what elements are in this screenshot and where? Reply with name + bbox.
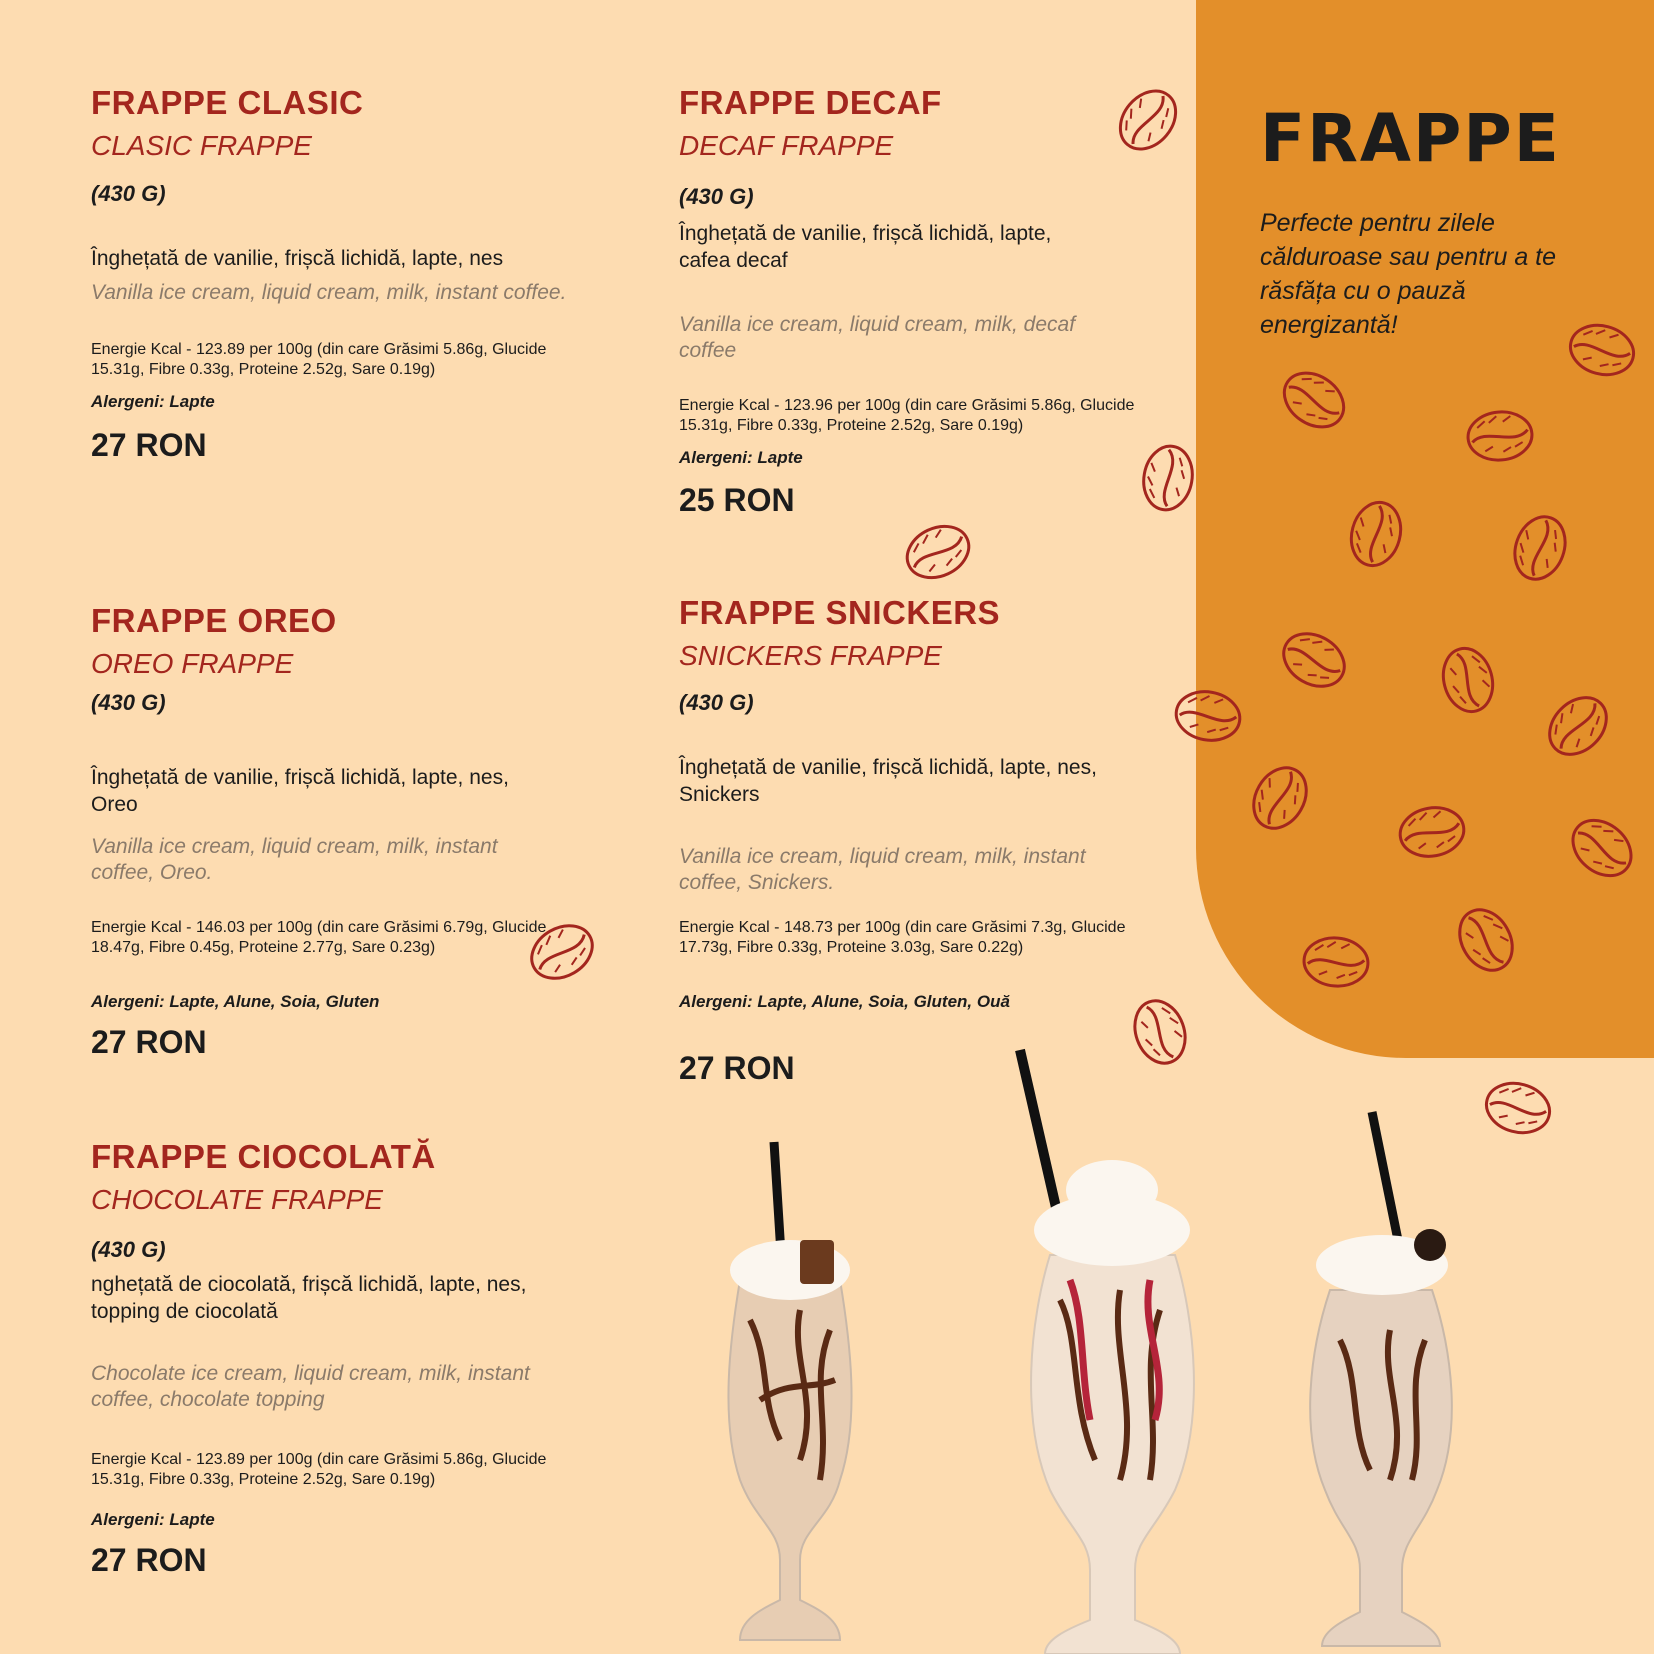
item-title: FRAPPE DECAF xyxy=(679,84,942,121)
item-ingredients-en: Vanilla ice cream, liquid cream, milk, decaf coffee xyxy=(679,313,1076,362)
coffee-bean-icon xyxy=(1538,686,1618,766)
frappe-glass-right xyxy=(1310,1112,1452,1646)
item-ingredients-ro: Înghețată de vanilie, frișcă lichidă, lapte, cafea decaf xyxy=(679,222,1052,272)
item-price: 27 RON xyxy=(679,1050,795,1086)
item-ingredients-en: Vanilla ice cream, liquid cream, milk, instant coffee. xyxy=(91,281,567,304)
coffee-bean-icon xyxy=(522,912,602,992)
item-title: FRAPPE SNICKERS xyxy=(679,594,1001,631)
item-ingredients-en: Vanilla ice cream, liquid cream, milk, instant coffee, Snickers. xyxy=(679,845,1086,894)
item-nutrition: Energie Kcal - 146.03 per 100g (din care Grăsimi 6.79g, Glucide 18.47g, Fibre 0.45g, Proteine 2.77g, Sare 0.23g) xyxy=(91,919,547,956)
coffee-bean-icon xyxy=(1168,676,1248,756)
coffee-bean-icon xyxy=(898,512,978,592)
coffee-bean-icon xyxy=(1460,396,1540,476)
item-price: 27 RON xyxy=(91,1024,207,1060)
menu-item-frappe-oreo xyxy=(91,602,611,1072)
item-ingredients-ro: Înghețată de vanilie, frișcă lichidă, lapte, nes, Oreo xyxy=(91,766,509,816)
side-panel xyxy=(1196,0,1654,1058)
item-allergens: Alergeni: Lapte, Alune, Soia, Gluten xyxy=(91,992,380,1011)
frappe-glasses-illustration xyxy=(700,1040,1580,1654)
item-weight: (430 G) xyxy=(91,690,166,715)
item-ingredients-ro: Înghețată de vanilie, frișcă lichidă, lapte, nes xyxy=(91,247,504,270)
item-title: FRAPPE CIOCOLATĂ xyxy=(91,1138,436,1175)
item-nutrition: Energie Kcal - 123.89 per 100g (din care Grăsimi 5.86g, Glucide 15.31g, Fibre 0.33g, Proteine 2.52g, Sare 0.19g) xyxy=(91,341,547,378)
item-price: 27 RON xyxy=(91,427,207,463)
item-price: 27 RON xyxy=(91,1542,207,1578)
item-subtitle: OREO FRAPPE xyxy=(91,648,294,679)
item-allergens: Alergeni: Lapte, Alune, Soia, Gluten, Ouă xyxy=(679,992,1010,1011)
item-ingredients-ro: nghețată de ciocolată, frișcă lichidă, lapte, nes, topping de ciocolată xyxy=(91,1273,527,1323)
item-ingredients-en: Vanilla ice cream, liquid cream, milk, instant coffee, Oreo. xyxy=(91,835,498,884)
item-subtitle: DECAF FRAPPE xyxy=(679,130,894,161)
panel-tagline: Perfecte pentru zilele călduroase sau pentru a te răsfăța cu o pauză energizantă! xyxy=(1260,209,1557,339)
item-nutrition: Energie Kcal - 123.89 per 100g (din care Grăsimi 5.86g, Glucide 15.31g, Fibre 0.33g, Proteine 2.52g, Sare 0.19g) xyxy=(91,1451,547,1488)
coffee-bean-icon xyxy=(1240,758,1320,838)
item-subtitle: SNICKERS FRAPPE xyxy=(679,640,942,671)
coffee-bean-icon xyxy=(1446,900,1526,980)
frappe-glass-left xyxy=(728,1142,851,1640)
coffee-bean-icon xyxy=(1428,640,1508,720)
frappe-glass-middle xyxy=(1020,1050,1194,1654)
item-weight: (430 G) xyxy=(679,184,754,209)
coffee-bean-icon xyxy=(1562,808,1642,888)
item-subtitle: CLASIC FRAPPE xyxy=(91,130,312,161)
coffee-bean-icon xyxy=(1108,80,1188,160)
menu-item-frappe-ciocolata xyxy=(91,1138,611,1608)
coffee-bean-icon xyxy=(1336,494,1416,574)
coffee-bean-icon xyxy=(1128,438,1208,518)
panel-title: FRAPPE xyxy=(1260,100,1561,177)
item-weight: (430 G) xyxy=(91,1237,166,1262)
item-allergens: Alergeni: Lapte xyxy=(91,392,215,411)
item-nutrition: Energie Kcal - 148.73 per 100g (din care Grăsimi 7.3g, Glucide 17.73g, Fibre 0.33g, Proteine 3.03g, Sare 0.22g) xyxy=(679,919,1126,956)
coffee-bean-icon xyxy=(1392,792,1472,872)
coffee-bean-icon xyxy=(1296,922,1376,1002)
item-allergens: Alergeni: Lapte xyxy=(679,448,803,467)
item-title: FRAPPE OREO xyxy=(91,602,337,639)
item-price: 25 RON xyxy=(679,482,795,518)
coffee-bean-icon xyxy=(1562,310,1642,390)
item-ingredients-en: Chocolate ice cream, liquid cream, milk, instant coffee, chocolate topping xyxy=(91,1362,530,1411)
coffee-bean-icon xyxy=(1274,360,1354,440)
item-nutrition: Energie Kcal - 123.96 per 100g (din care Grăsimi 5.86g, Glucide 15.31g, Fibre 0.33g, Proteine 2.52g, Sare 0.19g) xyxy=(679,397,1135,434)
menu-item-frappe-clasic xyxy=(91,84,611,484)
item-title: FRAPPE CLASIC xyxy=(91,84,364,121)
item-subtitle: CHOCOLATE FRAPPE xyxy=(91,1184,383,1215)
coffee-bean-icon xyxy=(1274,620,1354,700)
item-weight: (430 G) xyxy=(679,690,754,715)
item-ingredients-ro: Înghețată de vanilie, frișcă lichidă, lapte, nes, Snickers xyxy=(679,756,1097,806)
item-weight: (430 G) xyxy=(91,181,166,206)
item-allergens: Alergeni: Lapte xyxy=(91,1510,215,1529)
coffee-bean-icon xyxy=(1500,508,1580,588)
